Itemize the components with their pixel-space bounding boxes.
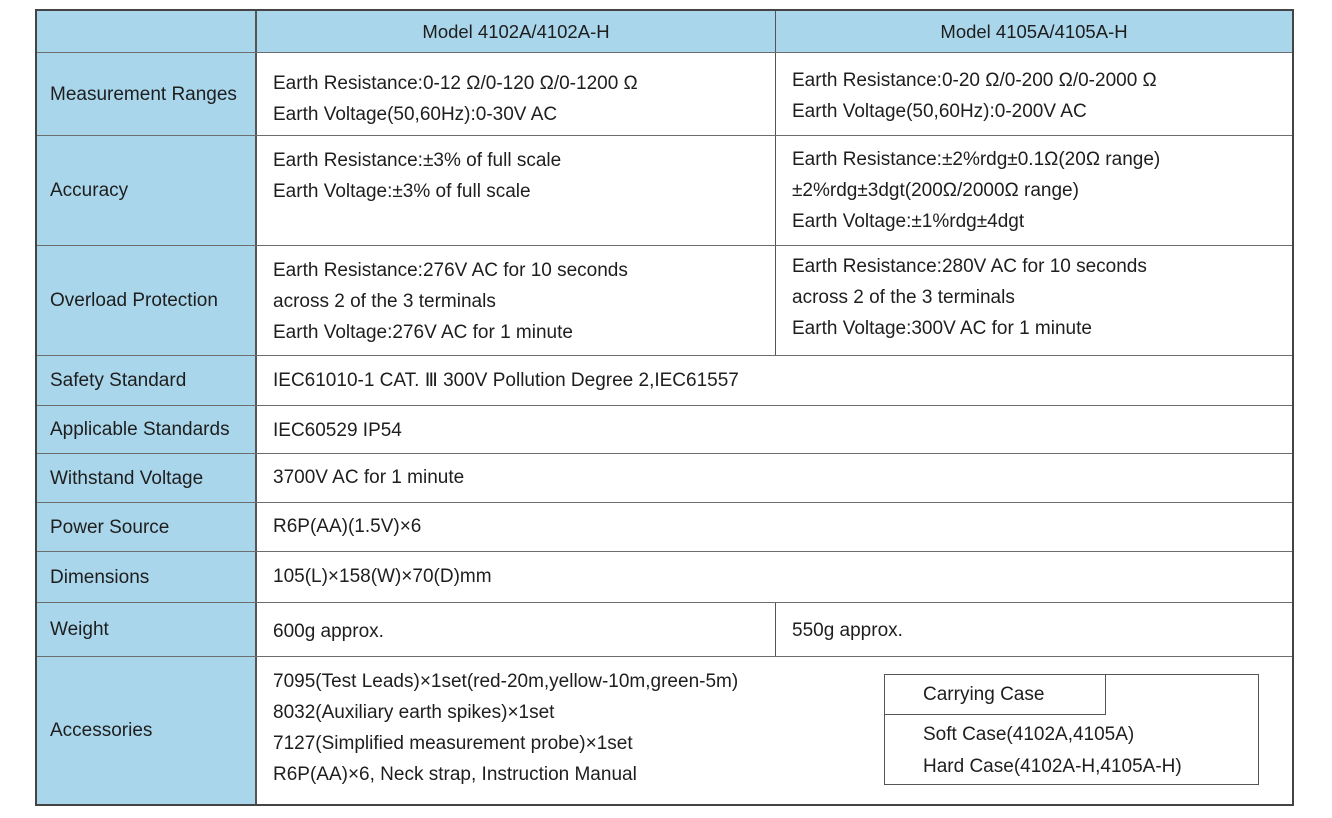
cell-line: across 2 of the 3 terminals [273, 291, 496, 312]
accessory-item: 7127(Simplified measurement probe)×1set [273, 733, 633, 754]
cell-line: Earth Voltage:±3% of full scale [273, 181, 531, 202]
row-withstand-voltage [37, 453, 1292, 503]
cell-4102a [257, 246, 775, 356]
cell-value [257, 552, 1292, 603]
row-label: Power Source [37, 503, 257, 552]
cell-text: 550g approx. [792, 620, 903, 641]
cell-text: 105(L)×158(W)×70(D)mm [273, 566, 492, 587]
row-label: Dimensions [37, 552, 257, 603]
cell-line: Earth Voltage(50,60Hz):0-200V AC [792, 101, 1087, 122]
spec-table [35, 9, 1294, 806]
cell-4102a [257, 53, 775, 136]
header-model-4102a-text: Model 4102A/4102A-H [422, 20, 610, 42]
cell-4105a [775, 246, 1292, 356]
cell-value [257, 503, 1292, 552]
cell-line: Earth Voltage:±1%rdg±4dgt [792, 211, 1025, 232]
cell-text: IEC60529 IP54 [273, 420, 402, 441]
row-weight [37, 602, 1292, 657]
cell-line: ±2%rdg±3dgt(200Ω/2000Ω range) [792, 180, 1079, 201]
header-model-4102a [257, 11, 775, 52]
row-accuracy [37, 135, 1292, 246]
cell-line: across 2 of the 3 terminals [792, 287, 1015, 308]
row-overload-protection [37, 245, 1292, 356]
row-label: Accessories [37, 657, 257, 804]
row-measurement-ranges [37, 52, 1292, 136]
row-label: Safety Standard [37, 356, 257, 406]
cell-text: 600g approx. [273, 621, 384, 642]
cell-value [257, 406, 1292, 454]
row-dimensions [37, 551, 1292, 603]
cell-line: Earth Voltage:276V AC for 1 minute [273, 322, 573, 343]
cell-line: Earth Resistance:±3% of full scale [273, 150, 562, 171]
row-label: Measurement Ranges [37, 53, 257, 136]
carrying-case-title: Carrying Case [885, 675, 1106, 715]
accessory-item: 7095(Test Leads)×1set(red-20m,yellow-10m,green-5m) [273, 671, 739, 692]
cell-line: Earth Voltage(50,60Hz):0-30V AC [273, 104, 558, 125]
row-power-source [37, 502, 1292, 552]
row-label: Applicable Standards [37, 406, 257, 454]
cell-4105a [775, 136, 1292, 246]
cell-value [257, 356, 1292, 406]
carrying-case-box [884, 674, 1259, 785]
carrying-case-item: Hard Case(4102A-H,4105A-H) [923, 756, 1182, 777]
cell-value [257, 454, 1292, 503]
cell-line: Earth Resistance:0-20 Ω/0-200 Ω/0-2000 Ω [792, 70, 1157, 91]
header-row [37, 11, 1292, 52]
cell-text: IEC61010-1 CAT. Ⅲ 300V Pollution Degree 2,IEC61557 [273, 370, 739, 391]
header-model-4105a [775, 11, 1292, 52]
cell-4105a [775, 603, 1292, 657]
accessory-item: 8032(Auxiliary earth spikes)×1set [273, 702, 555, 723]
row-safety-standard [37, 355, 1292, 406]
accessory-item: R6P(AA)×6, Neck strap, Instruction Manual [273, 764, 637, 785]
row-label: Overload Protection [37, 246, 257, 356]
cell-text: R6P(AA)(1.5V)×6 [273, 516, 422, 537]
row-label: Weight [37, 603, 257, 657]
row-label: Accuracy [37, 136, 257, 246]
header-model-4105a-text: Model 4105A/4105A-H [940, 20, 1128, 42]
cell-4102a [257, 136, 775, 246]
cell-line: Earth Resistance:±2%rdg±0.1Ω(20Ω range) [792, 149, 1161, 170]
cell-4105a [775, 53, 1292, 136]
cell-line: Earth Resistance:0-12 Ω/0-120 Ω/0-1200 Ω [273, 73, 638, 94]
cell-text: 3700V AC for 1 minute [273, 467, 465, 488]
cell-line: Earth Resistance:276V AC for 10 seconds [273, 260, 628, 281]
cell-line: Earth Resistance:280V AC for 10 seconds [792, 256, 1147, 277]
row-accessories [37, 656, 1292, 804]
cell-line: Earth Voltage:300V AC for 1 minute [792, 318, 1092, 339]
carrying-case-item: Soft Case(4102A,4105A) [923, 724, 1135, 745]
cell-4102a [257, 603, 775, 657]
row-applicable-standards [37, 405, 1292, 454]
row-label: Withstand Voltage [37, 454, 257, 503]
header-corner [37, 11, 257, 52]
